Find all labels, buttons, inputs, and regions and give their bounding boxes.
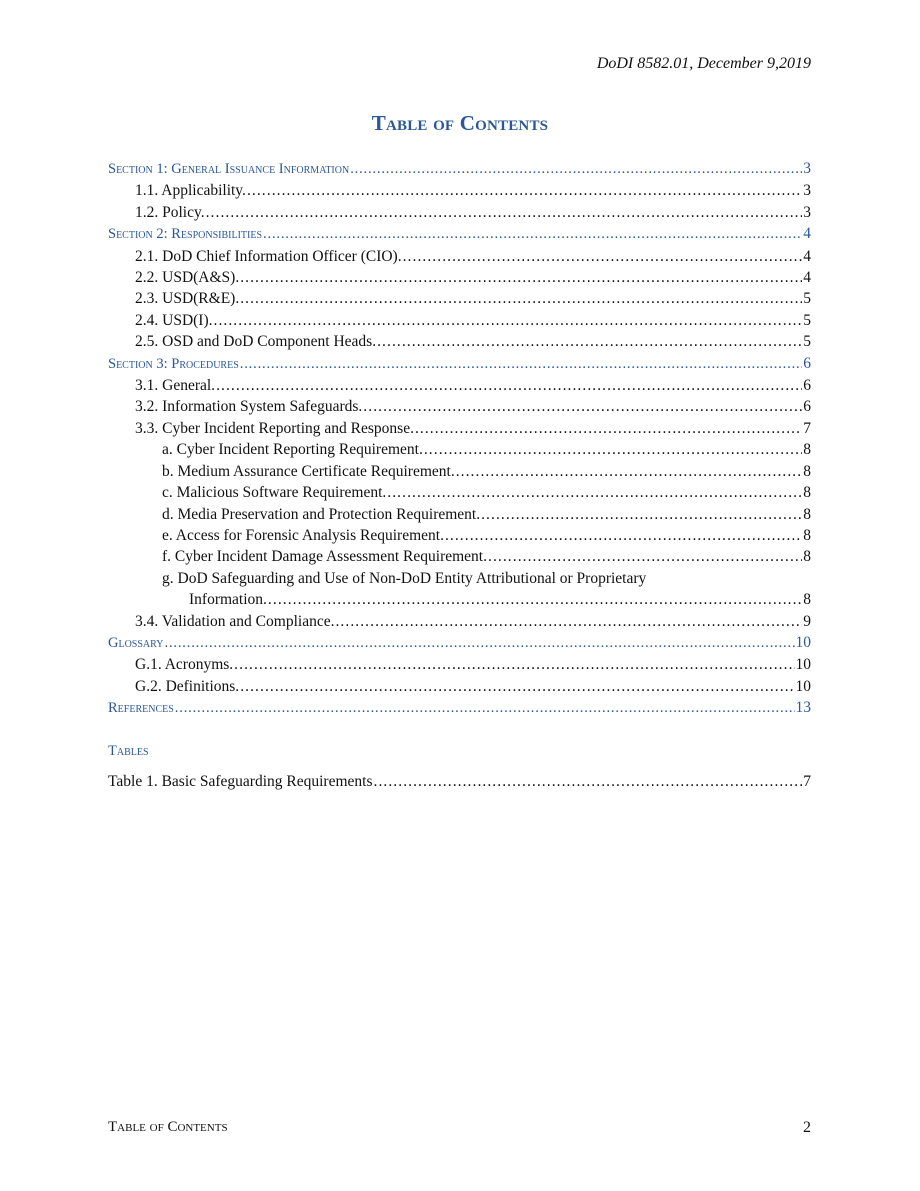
toc-entry-label: 2.5. OSD and DoD Component Heads. — [135, 333, 377, 351]
toc-entry-3-3-d[interactable] — [108, 504, 811, 525]
toc-entry-g-1[interactable] — [108, 654, 811, 675]
toc-entry-2-4[interactable] — [108, 310, 811, 331]
toc-references[interactable] — [108, 697, 811, 719]
toc-entry-3-2[interactable] — [108, 396, 811, 417]
toc-entry-label: Information. — [189, 591, 267, 609]
footer-section-title: Table of Contents — [108, 1119, 228, 1135]
dot-leader — [456, 461, 803, 482]
dot-leader — [240, 267, 802, 288]
dot-leader — [263, 224, 802, 245]
toc-entry-3-3-e[interactable] — [108, 525, 811, 546]
toc-entry-label: 2.1. DoD Chief Information Officer (CIO). — [135, 247, 402, 265]
toc-entry-label: Glossary — [108, 634, 164, 651]
toc-page-number: 9 — [803, 612, 811, 630]
toc-entry-label: 2.3. USD(R&E). — [135, 290, 240, 308]
toc-page-number: 10 — [795, 633, 811, 651]
dot-leader — [415, 418, 802, 439]
toc-entry-label: c. Malicious Software Requirement. — [162, 484, 387, 502]
dot-leader — [240, 354, 802, 375]
toc-page-number: 7 — [803, 772, 811, 790]
toc-entry-2-3[interactable] — [108, 288, 811, 309]
toc-page-number: 8 — [803, 441, 811, 459]
toc-entry-label: 2.4. USD(I). — [135, 311, 213, 329]
dot-leader — [214, 310, 803, 331]
toc-entry-label: Table 1. Basic Safeguarding Requirements — [108, 772, 373, 790]
toc-page-number: 8 — [803, 548, 811, 566]
toc-page-number: 6 — [803, 354, 811, 372]
toc-entry-label: 3.4. Validation and Compliance. — [135, 612, 335, 630]
dot-leader — [240, 676, 794, 697]
toc-page-number: 6 — [803, 377, 811, 395]
dot-leader — [363, 396, 802, 417]
toc-table-1[interactable] — [108, 771, 811, 792]
dot-leader — [216, 375, 802, 396]
dot-leader — [403, 246, 803, 267]
table-of-contents — [108, 158, 811, 792]
toc-page-number: 6 — [803, 398, 811, 416]
tables-heading: Tables — [108, 742, 149, 759]
toc-page-number: 10 — [795, 677, 811, 695]
toc-page-number: 8 — [803, 484, 811, 502]
toc-entry-2-5[interactable] — [108, 331, 811, 352]
toc-entry-label: 3.3. Cyber Incident Reporting and Response. — [135, 419, 414, 437]
toc-page-number: 5 — [803, 311, 811, 329]
dot-leader — [488, 546, 802, 567]
toc-page-number: 3 — [803, 160, 811, 177]
toc-section-3[interactable] — [108, 353, 811, 375]
toc-page-number: 4 — [803, 247, 811, 265]
toc-entry-g-2[interactable] — [108, 676, 811, 697]
toc-entry-3-3[interactable] — [108, 418, 811, 439]
dot-leader — [481, 504, 802, 525]
toc-entry-label: a. Cyber Incident Reporting Requirement. — [162, 441, 423, 459]
toc-entry-label: Section 2: Responsibilities — [108, 226, 263, 243]
dot-leader — [387, 482, 802, 503]
toc-entry-label: G.2. Definitions. — [135, 677, 240, 695]
dot-leader — [165, 633, 795, 654]
toc-entry-1-2[interactable] — [108, 202, 811, 223]
toc-entry-label: 3.1. General. — [135, 377, 216, 395]
toc-entry-3-1[interactable] — [108, 375, 811, 396]
toc-page-number: 7 — [803, 419, 811, 437]
dot-leader — [206, 202, 803, 223]
dot-leader — [424, 439, 802, 460]
toc-entry-2-2[interactable] — [108, 267, 811, 288]
dot-leader — [374, 771, 803, 792]
toc-entry-label: Section 3: Procedures — [108, 355, 239, 372]
toc-entry-3-3-g-line[interactable]: g. DoD Safeguarding and Use of Non-DoD Entity Attributional or Proprietary — [162, 569, 647, 587]
toc-page-number: 5 — [803, 290, 811, 308]
footer-page-number: 2 — [803, 1119, 811, 1136]
toc-page-number: 13 — [795, 699, 811, 717]
toc-entry-label: d. Media Preservation and Protection Requirement. — [162, 505, 481, 523]
toc-page-number: 4 — [803, 269, 811, 287]
dot-leader — [445, 525, 802, 546]
toc-glossary[interactable] — [108, 632, 811, 654]
toc-entry-label: G.1. Acronyms. — [135, 656, 234, 674]
dot-leader — [377, 331, 802, 352]
toc-entry-1-1[interactable] — [108, 180, 811, 201]
toc-entry-3-4[interactable] — [108, 611, 811, 632]
toc-page-number: 8 — [803, 505, 811, 523]
dot-leader — [268, 589, 802, 610]
toc-entry-2-1[interactable] — [108, 246, 811, 267]
dot-leader — [335, 611, 802, 632]
toc-entry-3-3-f[interactable] — [108, 546, 811, 567]
toc-entry-3-3-b[interactable] — [108, 461, 811, 482]
dot-leader — [247, 180, 802, 201]
dot-leader — [240, 288, 802, 309]
toc-entry-label: 3.2. Information System Safeguards. — [135, 398, 363, 416]
dot-leader — [350, 159, 802, 180]
dot-leader — [234, 654, 794, 675]
toc-entry-label: 1.1. Applicability. — [135, 182, 246, 200]
page-title: Table of Contents — [371, 111, 549, 135]
toc-page-number: 3 — [803, 182, 811, 200]
toc-page-number: 5 — [803, 333, 811, 351]
toc-entry-3-3-a[interactable] — [108, 439, 811, 460]
toc-page-number: 8 — [803, 462, 811, 480]
toc-entry-label: Section 1: General Issuance Information — [108, 161, 350, 177]
toc-entry-label: b. Medium Assurance Certificate Requirement. — [162, 462, 455, 480]
toc-page-number: 10 — [795, 656, 811, 674]
toc-page-number: 8 — [803, 526, 811, 544]
toc-entry-label: 1.2. Policy. — [135, 203, 205, 221]
toc-page-number: 8 — [803, 591, 811, 609]
toc-entry-label: 2.2. USD(A&S). — [135, 269, 240, 287]
toc-page-number: 3 — [803, 203, 811, 221]
toc-section-2[interactable] — [108, 223, 811, 245]
toc-entry-label: e. Access for Forensic Analysis Requirement. — [162, 526, 444, 544]
toc-page-number: 4 — [803, 225, 811, 243]
dot-leader — [175, 698, 795, 719]
document-reference: DoDI 8582.01, December 9,2019 — [596, 55, 811, 72]
toc-entry-label: References — [108, 700, 174, 717]
toc-section-1[interactable] — [108, 158, 811, 180]
toc-entry-3-3-g[interactable] — [108, 589, 811, 610]
toc-entry-label: f. Cyber Incident Damage Assessment Requirement. — [162, 548, 487, 566]
toc-entry-3-3-c[interactable] — [108, 482, 811, 503]
